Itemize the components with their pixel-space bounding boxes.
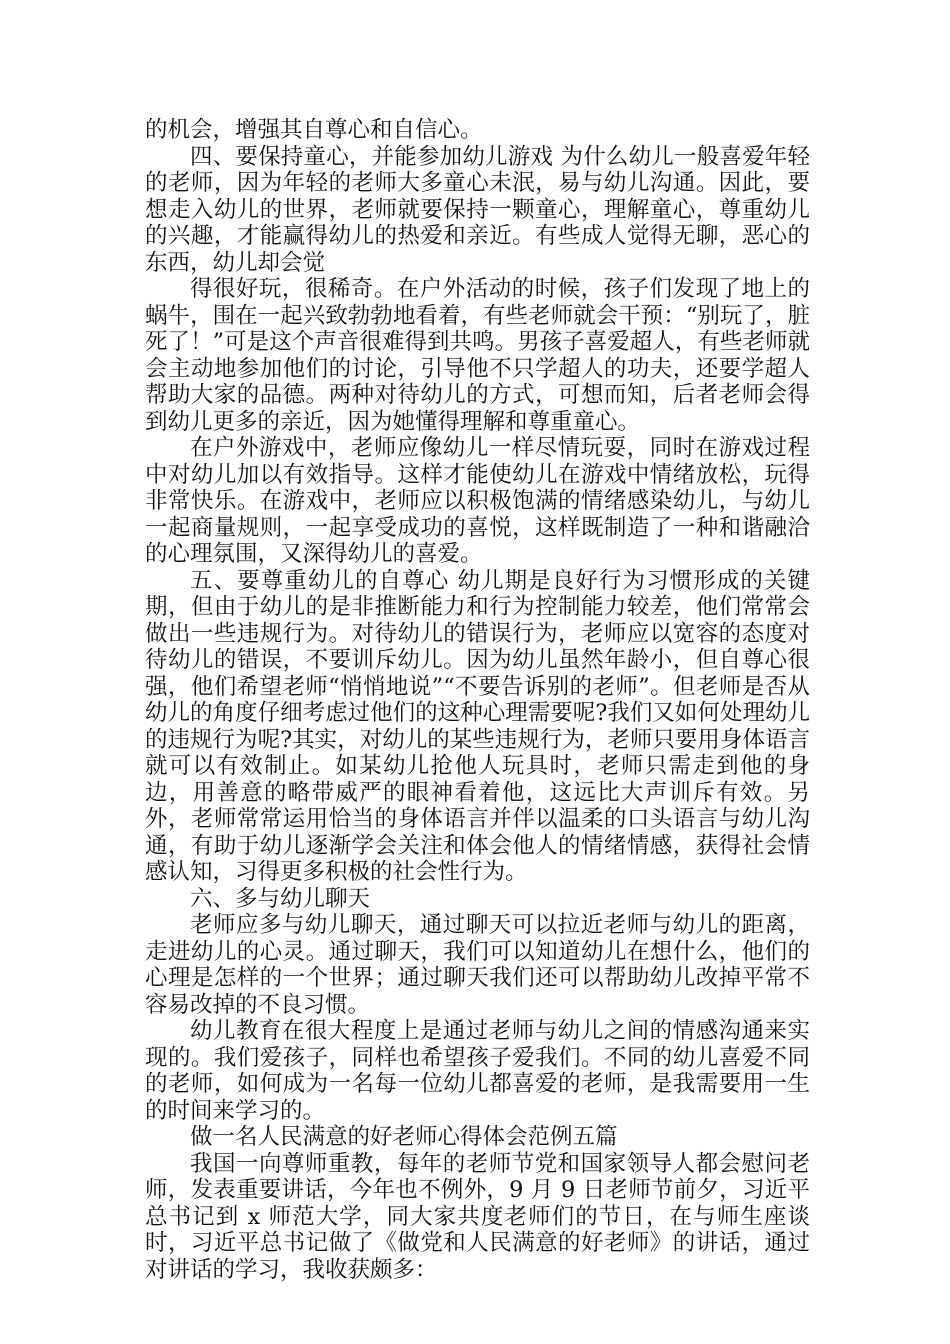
paragraph-outdoor-games: 在户外游戏中，老师应像幼儿一样尽情玩耍，同时在游戏过程中对幼儿加以有效指导。这样才能使幼儿在游戏中情绪放松，玩得非常快乐。在游戏中，老师应以积极饱满的情绪感染幼儿，与幼儿一起商量规则，一起享受成功的喜悦，这样既制造了一种和谐融洽的心理氛围，又深得幼儿的喜爱。 <box>145 435 810 567</box>
heading-section-six: 六、多与幼儿聊天 <box>190 885 371 912</box>
paragraph-teachers-day: 我国一向尊师重教，每年的老师节党和国家领导人都会慰问老师，发表重要讲话，今年也不例外，9 月 9 日老师节前夕，习近平总书记到 x 师范大学，同大家共度老师们的节日，在与师生座谈时，习近平总书记做了《做党和人民满意的好老师》的讲话，通过对讲话的学习，我收获颇多： <box>145 1150 810 1283</box>
paragraph-continuation: 的机会，增强其自尊心和自信心。 <box>145 117 483 143</box>
paragraph-section-four: 四、要保持童心，并能参加幼儿游戏 为什么幼儿一般喜爱年轻的老师，因为年轻的老师大多童心未泯，易与幼儿沟通。因此，要想走入幼儿的世界，老师就要保持一颗童心，理解童心，尊重幼儿的兴趣，才能赢得幼儿的热爱和亲近。有些成人觉得无聊，恶心的东西，幼儿却会觉 <box>145 143 810 276</box>
paragraph-chatting: 老师应多与幼儿聊天，通过聊天可以拉近老师与幼儿的距离，走进幼儿的心灵。通过聊天，我们可以知道幼儿在想什么，他们的心理是怎样的一个世界；通过聊天我们还可以帮助幼儿改掉平常不容易改掉的不良习惯。 <box>145 912 810 1018</box>
paragraph-snail-example: 得很好玩，很稀奇。在户外活动的时候，孩子们发现了地上的蜗牛，围在一起兴致勃勃地看着，有些老师就会干预：“别玩了，脏死了！”可是这个声音很难得到共鸣。男孩子喜爱超人，有些老师就会主动地参加他们的讨论，引导他不只学超人的功夫，还要学超人帮助大家的品德。两种对待幼儿的方式，可想而知，后者老师会得到幼儿更多的亲近，因为她懂得理解和尊重童心。 <box>145 276 810 435</box>
document-body <box>145 117 810 1283</box>
paragraph-conclusion: 幼儿教育在很大程度上是通过老师与幼儿之间的情感沟通来实现的。我们爱孩子，同样也希望孩子爱我们。不同的幼儿喜爱不同的老师，如何成为一名每一位幼儿都喜爱的老师，是我需要用一生的时间来学习的。 <box>145 1018 810 1124</box>
heading-new-article: 做一名人民满意的好老师心得体会范例五篇 <box>190 1124 618 1150</box>
paragraph-section-five: 五、要尊重幼儿的自尊心 幼儿期是良好行为习惯形成的关键期，但由于幼儿的是非推断能力和行为控制能力较差，他们常常会做出一些违规行为。对待幼儿的错误行为，老师应以宽容的态度对待幼儿的错误，不要训斥幼儿。因为幼儿虽然年龄小，但自尊心很强，他们希望老师“悄悄地说”“不要告诉别的老师”。但老师是否从幼儿的角度仔细考虑过他们的这种心理需要呢?我们又如何处理幼儿的违规行为呢?其实，对幼儿的某些违规行为，老师只要用身体语言就可以有效制止。如某幼儿抢他人玩具时，老师只需走到他的身边，用善意的略带威严的眼神看着他，这远比大声训斥有效。另外，老师常常运用恰当的身体语言并伴以温柔的口头语言与幼儿沟通，有助于幼儿逐渐学会关注和体会他人的情绪情感，获得社会情感认知，习得更多积极的社会性行为。 <box>145 567 810 885</box>
